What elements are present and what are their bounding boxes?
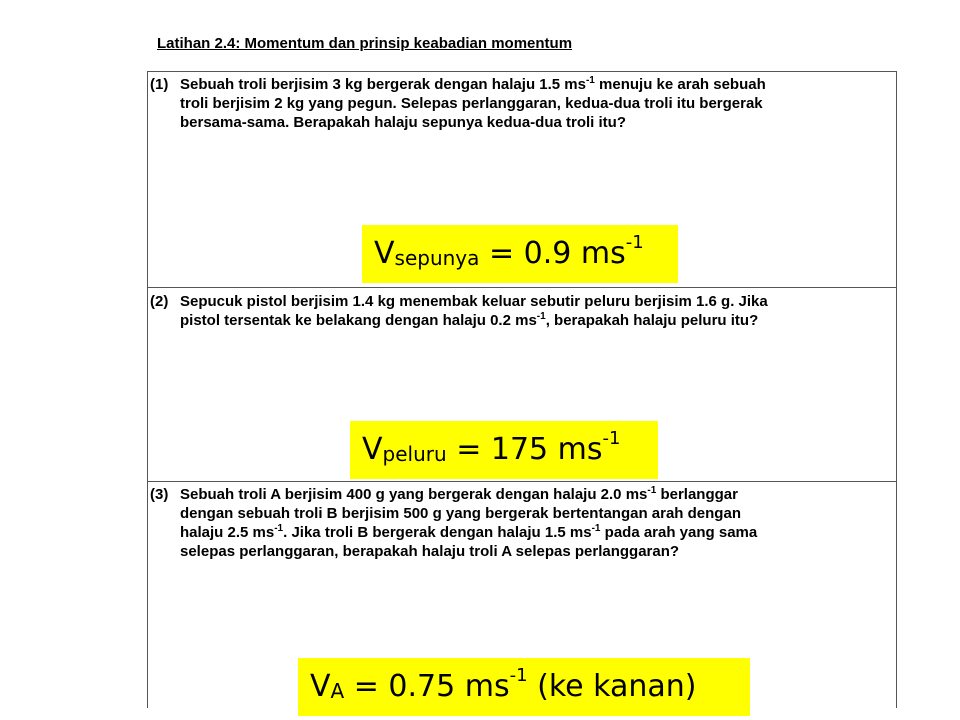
question-3 — [150, 485, 757, 561]
answer-2: V peluru = 175 ms -1 — [350, 421, 658, 479]
question-line: dengan sebuah troli B berjisim 500 g yang bergerak bertentangan arah dengan — [180, 505, 741, 522]
answer-1: V sepunya = 0.9 ms -1 — [362, 225, 678, 283]
question-number: (3) — [150, 486, 169, 503]
question-line: selepas perlanggaran, berapakah halaju troli A selepas perlanggaran? — [180, 543, 680, 560]
question-line: bersama-sama. Berapakah halaju sepunya kedua-dua troli itu? — [180, 114, 626, 131]
question-line: troli berjisim 2 kg yang pegun. Selepas perlanggaran, kedua-dua troli itu bergerak — [180, 95, 763, 112]
question-2 — [150, 292, 768, 330]
answer-3: V A = 0.75 ms -1 (ke kanan) — [298, 658, 750, 716]
question-1 — [150, 75, 766, 132]
question-number: (2) — [150, 293, 169, 310]
divider-2-3 — [147, 481, 897, 482]
question-line: pistol tersentak ke belakang dengan halaju 0.2 $ms^{-1}$, berapakah halaju peluru itu? — [180, 311, 759, 329]
divider-1-2 — [147, 287, 897, 288]
page-title: Latihan 2.4: Momentum dan prinsip keabadian momentum — [157, 35, 573, 52]
worksheet-frame — [147, 71, 897, 708]
question-line: halaju 2.5 $ms^{-1}$. Jika troli B bergerak dengan halaju 1.5 $ms^{-1}$ pada arah yang sama — [180, 523, 758, 541]
question-line: Sebuah troli A berjisim 400 g yang bergerak dengan halaju 2.0 $ms^{-1}$ berlanggar — [180, 485, 738, 503]
question-line: Sebuah troli berjisim 3 kg bergerak dengan halaju 1.5 $ms^{-1}$ menuju ke arah sebuah — [180, 75, 766, 93]
question-line: Sepucuk pistol berjisim 1.4 kg menembak keluar sebutir peluru berjisim 1.6 g. Jika — [180, 293, 768, 310]
question-number: (1) — [150, 76, 169, 93]
